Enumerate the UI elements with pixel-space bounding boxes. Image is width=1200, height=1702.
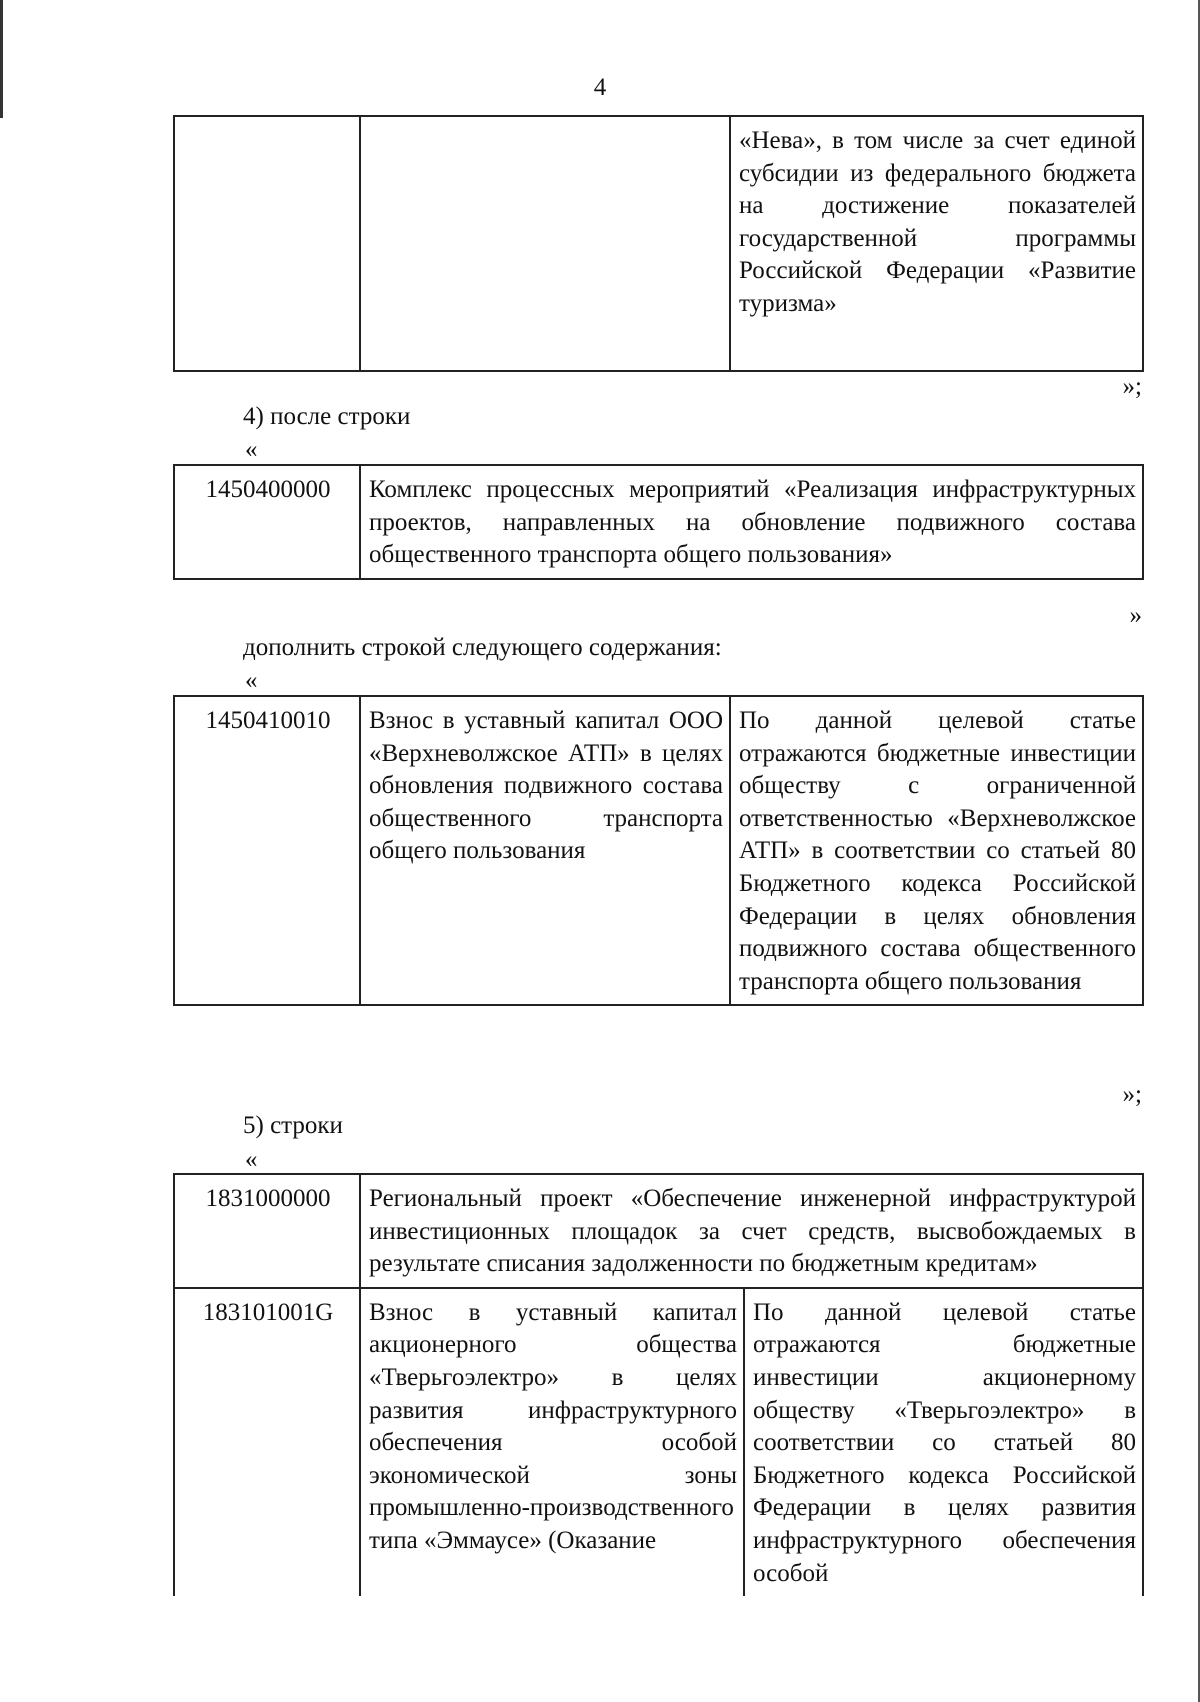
description-cell: По данной целевой статье отражаются бюджетные инвестиции акционерному обществу «Тверьгоэлектро» в соответствии со статьей 80 Бюджетного кодекса Российской Федерации в целях развития инфраструктурного обеспечения особой <box>744 1288 1143 1596</box>
code-cell: 183101001G <box>174 1288 360 1596</box>
code-cell: 1450400000 <box>174 465 360 579</box>
table-continuation <box>173 115 1144 372</box>
append-instruction: дополнить строкой следующего содержания: <box>243 634 722 661</box>
code-cell <box>174 116 360 371</box>
description-cell: Комплекс процессных мероприятий «Реализация инфраструктурных проектов, направленных на обновление подвижного состава общественного транспорта общего пользования» <box>360 465 1143 579</box>
opening-quote: « <box>245 667 258 694</box>
closing-quote: » <box>1129 602 1142 629</box>
closing-quote: »; <box>1122 373 1142 400</box>
table-row <box>174 116 1143 371</box>
table-row <box>174 1174 1143 1288</box>
closing-quote: »; <box>1122 1081 1142 1108</box>
description-cell: Региональный проект «Обеспечение инженерной инфраструктурой инвестиционных площадок за счет средств, высвобождаемых в результате списания задолженности по бюджетным кредитам» <box>360 1174 1143 1288</box>
table-row <box>174 696 1143 1005</box>
name-cell: Взнос в уставный капитал ООО «Верхневолжское АТП» в целях обновления подвижного состава общественного транспорта общего пользования <box>360 696 730 1005</box>
item-4-heading: 4) после строки <box>243 403 411 430</box>
table-row <box>174 465 1143 579</box>
opening-quote: « <box>245 436 258 463</box>
page-number: 4 <box>593 74 607 101</box>
item-5-heading: 5) строки <box>243 1112 343 1139</box>
code-cell: 1831000000 <box>174 1174 360 1288</box>
code-cell: 1450410010 <box>174 696 360 1005</box>
opening-quote: « <box>245 1146 258 1173</box>
table-row <box>174 1288 1143 1596</box>
name-cell <box>360 116 730 371</box>
table-item-4-new-row <box>173 695 1144 1006</box>
table-item-5 <box>173 1173 1144 1596</box>
table-item-4-existing <box>173 464 1144 580</box>
description-cell: «Нева», в том числе за счет единой субсидии из федерального бюджета на достижение показателей государственной программы Российской Федерации «Развитие туризма» <box>730 116 1143 371</box>
name-cell: Взнос в уставный капитал акционерного общества «Тверьгоэлектро» в целях развития инфраструктурного обеспечения особой экономической зоны промышленно-производственного типа «Эммаусе» (Оказание <box>360 1288 744 1596</box>
description-cell: По данной целевой статье отражаются бюджетные инвестиции обществу с ограниченной ответственностью «Верхневолжское АТП» в соответствии со статьей 80 Бюджетного кодекса Российской Федерации в целях обновления подвижного состава общественного транспорта общего пользования <box>730 696 1143 1005</box>
